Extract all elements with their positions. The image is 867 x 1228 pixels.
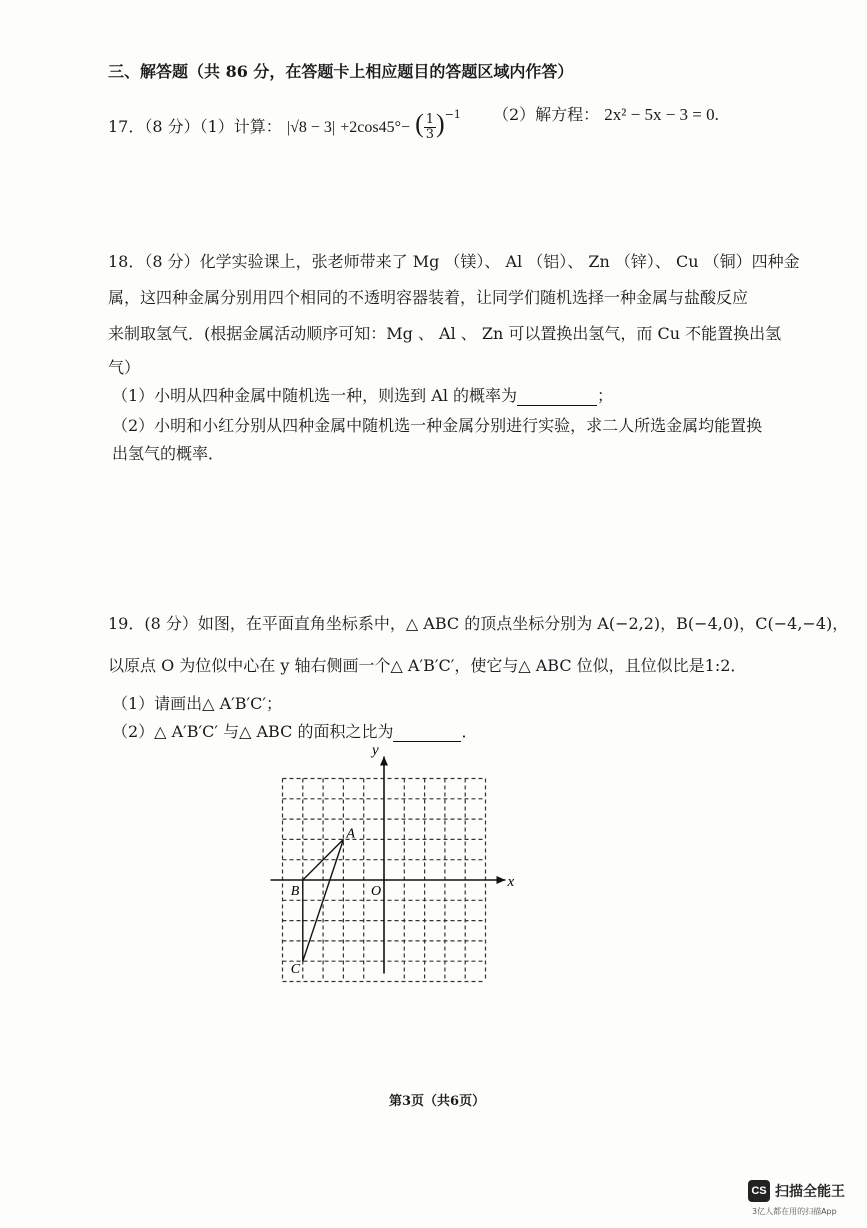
q18-sub2-line2: 出氢气的概率．: [112, 444, 225, 463]
point-b-label: B: [290, 884, 300, 899]
q18-line1: 18．（8 分）化学实验课上，张老师带来了 Mg （镁）、 Al （铝）、 Zn （锌）、 Cu （铜）四种金: [108, 252, 800, 271]
q17-abs-expression: |√8 − 3|: [286, 119, 336, 136]
q18-line2: 属，这四种金属分别用四个相同的不透明容器装着，让同学们随机选择一种金属与盐酸反应: [108, 288, 749, 307]
q19-line2: 以原点 O 为位似中心在 y 轴右侧画一个△ A′B′C′，使它与△ ABC 位似，且位似比是1:2．: [108, 656, 747, 675]
page-number: 第3页（共6页）: [389, 1094, 486, 1109]
q19-line1: 19．(8 分）如图，在平面直角坐标系中，△ ABC 的顶点坐标分别为 A(−2,2)，B(−4,0)，C(−4,−4)，: [108, 614, 849, 633]
q18-sub1: （1）小明从四种金属中随机选一种，则选到 Al 的概率为 ；: [112, 386, 614, 405]
q17-label: 17．（8 分）（1）计算：: [108, 117, 282, 136]
watermark-name: 扫描全能王: [775, 1184, 845, 1200]
q17-part2-label: （2）解方程：: [493, 105, 600, 124]
q18-sub2-line1: （2）小明和小红分别从四种金属中随机选一种金属分别进行实验，求二人所选金属均能置换: [112, 416, 763, 435]
q18-answer-blank[interactable]: [517, 405, 597, 406]
section-header: 三、解答题（共 86 分，在答题卡上相应题目的答题区域内作答）: [108, 62, 574, 81]
q18-line4: 气）: [108, 358, 141, 377]
q17-mid-expression: +2cos45°−: [340, 119, 410, 136]
q18-line3: 来制取氢气．(根据金属活动顺序可知：Mg 、 Al 、 Zn 可以置换出氢气，而 Cu 不能置换出氢: [108, 324, 782, 343]
q19-sub2: （2）△ A′B′C′ 与△ ABC 的面积之比为 ．: [112, 722, 478, 741]
y-axis-arrow-icon: [380, 757, 388, 766]
origin-label: O: [371, 884, 382, 899]
q17-line: 17．（8 分）（1）计算： |√8 − 3| +2cos45°− ( $\frac{1}{3}$ )$^{-1}$: [108, 108, 461, 142]
point-a-label: A: [346, 826, 355, 842]
coordinate-grid-figure: [270, 740, 530, 995]
watermark-subtitle: 3亿人都在用的扫描App: [752, 1207, 837, 1216]
q17-equation: 2x² − 5x − 3 = 0.: [604, 105, 719, 124]
x-axis-label: x: [507, 874, 515, 890]
point-c-label: C: [290, 962, 301, 978]
q17-part2: [493, 100, 719, 130]
q17-fraction: $\frac{1}{3}$: [425, 112, 435, 142]
cs-logo-icon: CS: [748, 1180, 770, 1202]
scanner-watermark: [748, 1180, 850, 1220]
y-axis-label: y: [372, 742, 379, 759]
q17-exponent: −1: [444, 108, 461, 121]
x-axis-arrow-icon: [497, 876, 506, 884]
q19-sub1: （1）请画出△ A′B′C′；: [112, 694, 283, 713]
